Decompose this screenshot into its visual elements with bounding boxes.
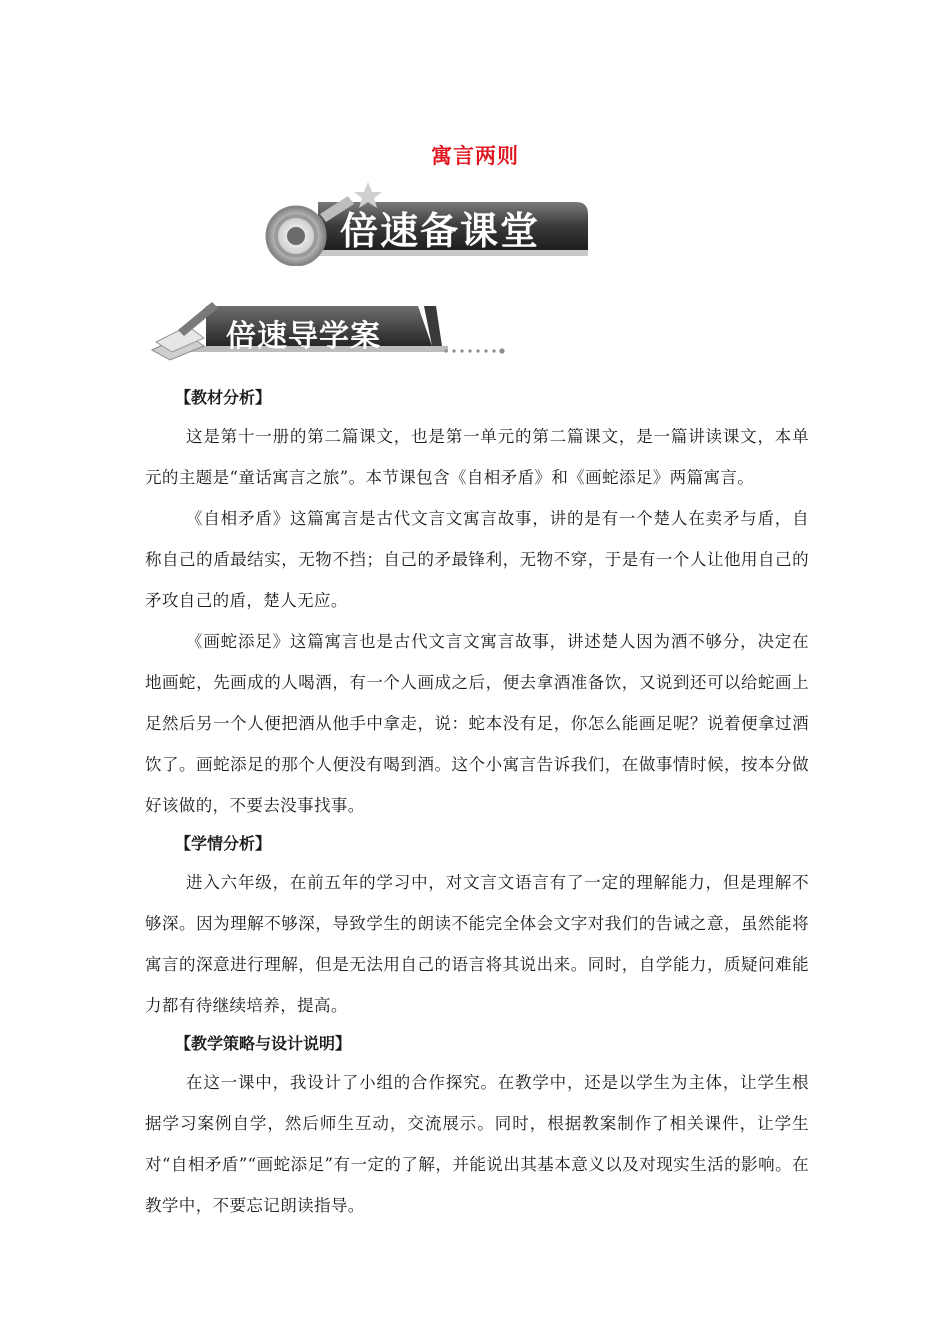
banner-main-text: 倍速备课堂 (340, 209, 541, 253)
section-heading: 【教学策略与设计说明】 (175, 1034, 352, 1053)
banner-sub-text: 倍速导学案 (226, 319, 381, 354)
section-textbook-analysis (145, 380, 809, 826)
lesson-content (145, 380, 809, 1226)
page-title: 寓言两则 (431, 143, 519, 168)
section-heading: 【教材分析】 (175, 388, 272, 407)
section-teaching-strategy (145, 1026, 809, 1226)
paragraph: 在这一课中，我设计了小组的合作探究。在教学中，还是以学生为主体，让学生根据学习案例自学，然后师生互动，交流展示。同时，根据教案制作了相关课件，让学生对“自相矛盾”“画蛇添足”有一定的了解，并能说出其基本意义以及对现实生活的影响。在教学中，不要忘记朗读指导。 (145, 1073, 809, 1215)
paragraph: 这是第十一册的第二篇课文，也是第一单元的第二篇课文，是一篇讲读课文，本单元的主题是“童话寓言之旅”。本节课包含《自相矛盾》和《画蛇添足》两篇寓言。 (145, 427, 809, 487)
paragraph: 进入六年级，在前五年的学习中，对文言文语言有了一定的理解能力，但是理解不够深。因为理解不够深，导致学生的朗读不能完全体会文字对我们的告诫之意，虽然能将寓言的深意进行理解，但是无法用自己的语言将其说出来。同时，自学能力，质疑问难能力都有待继续培养，提高。 (145, 873, 809, 1015)
section-student-analysis (145, 826, 809, 1026)
paragraph: 《自相矛盾》这篇寓言是古代文言文寓言故事，讲的是有一个楚人在卖矛与盾，自称自己的盾最结实，无物不挡；自己的矛最锋利，无物不穿，于是有一个人让他用自己的矛攻自己的盾，楚人无应。 (145, 509, 809, 610)
section-heading: 【学情分析】 (175, 834, 272, 853)
paragraph: 《画蛇添足》这篇寓言也是古代文言文寓言故事，讲述楚人因为酒不够分，决定在地画蛇，先画成的人喝酒，有一个人画成之后，便去拿酒准备饮，又说到还可以给蛇画上足然后另一个人便把酒从他手中拿走，说：蛇本没有足，你怎么能画足呢？说着便拿过酒饮了。画蛇添足的那个人便没有喝到酒。这个小寓言告诉我们，在做事情时候，按本分做好该做的，不要去没事找事。 (145, 632, 809, 815)
